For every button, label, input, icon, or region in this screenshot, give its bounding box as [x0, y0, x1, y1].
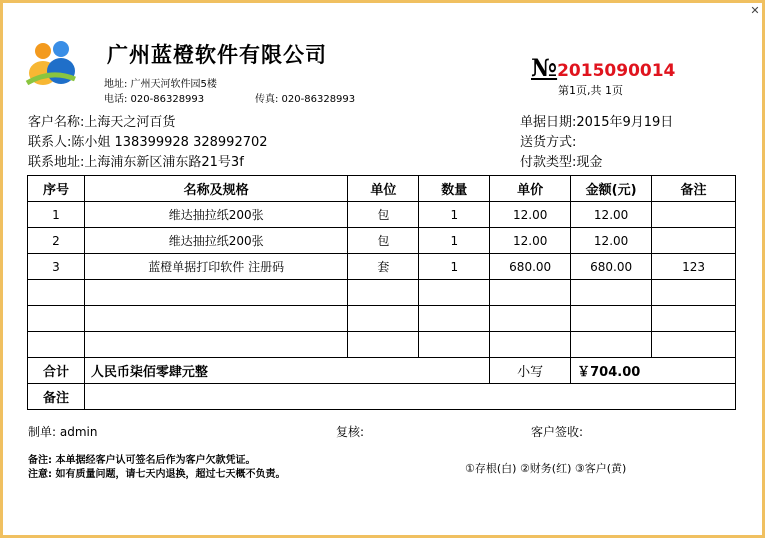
people-logo-icon [23, 39, 79, 87]
customer-sign: 客户签收: [531, 425, 584, 439]
header-name: 名称及规格 [84, 176, 348, 202]
items-table [27, 175, 736, 410]
cell-price [490, 280, 571, 306]
total-row [28, 358, 736, 384]
total-in-words: 人民币柒佰零肆元整 [84, 358, 489, 384]
copy-distribution: ①存根(白) ②财务(红) ③客户(黄) [465, 462, 627, 475]
cell-unit: 包 [348, 202, 419, 228]
cell-price: 12.00 [490, 228, 571, 254]
cell-name [84, 332, 348, 358]
header-qty: 数量 [419, 176, 490, 202]
cell-qty: 1 [419, 228, 490, 254]
table-row [28, 228, 736, 254]
receipt-number [531, 53, 675, 82]
cell-price: 12.00 [490, 202, 571, 228]
cell-unit [348, 280, 419, 306]
cell-remark [652, 306, 736, 332]
cell-qty [419, 280, 490, 306]
cell-name [84, 306, 348, 332]
cell-qty: 1 [419, 254, 490, 280]
delivery-method: 送货方式: [520, 135, 577, 150]
cell-name: 蓝橙单据打印软件 注册码 [84, 254, 348, 280]
cell-amount [571, 306, 652, 332]
cell-index [28, 306, 85, 332]
cell-remark: 123 [652, 254, 736, 280]
remark-value [84, 384, 735, 410]
total-label: 合计 [28, 358, 85, 384]
cell-qty: 1 [419, 202, 490, 228]
remark-row [28, 384, 736, 410]
small-label: 小写 [490, 358, 571, 384]
table-row [28, 280, 736, 306]
cell-unit: 套 [348, 254, 419, 280]
company-fax: 传真: 020-86328993 [255, 94, 356, 105]
table-row [28, 332, 736, 358]
maker: 制单: admin [28, 425, 98, 439]
cell-price [490, 332, 571, 358]
header-unit: 单位 [348, 176, 419, 202]
payment-type: 付款类型:现金 [520, 155, 603, 170]
cell-amount [571, 332, 652, 358]
cell-index: 1 [28, 202, 85, 228]
cell-name: 维达抽拉纸200张 [84, 228, 348, 254]
reviewer: 复核: [336, 425, 365, 439]
cell-price [490, 306, 571, 332]
cell-amount: 12.00 [571, 202, 652, 228]
cell-unit [348, 306, 419, 332]
table-row [28, 254, 736, 280]
cell-index: 3 [28, 254, 85, 280]
remark-label: 备注 [28, 384, 85, 410]
total-amount: ￥704.00 [571, 358, 736, 384]
footer-note: 备注: 本单据经客户认可签名后作为客户欠款凭证。 [28, 455, 256, 466]
close-icon[interactable]: ✕ [750, 4, 760, 17]
page-info: 第1页,共 1页 [558, 84, 623, 97]
cell-index: 2 [28, 228, 85, 254]
cell-remark [652, 202, 736, 228]
cell-qty [419, 332, 490, 358]
receipt-number-value: 2015090014 [557, 61, 676, 81]
cell-remark [652, 228, 736, 254]
cell-unit: 包 [348, 228, 419, 254]
header-price: 单价 [490, 176, 571, 202]
cell-amount [571, 280, 652, 306]
cell-price: 680.00 [490, 254, 571, 280]
cell-qty [419, 306, 490, 332]
number-symbol: № [531, 53, 558, 82]
table-row [28, 306, 736, 332]
footer-warning: 注意: 如有质量问题，请七天内退换，超过七天概不负责。 [28, 469, 286, 480]
order-date: 单据日期:2015年9月19日 [520, 115, 674, 130]
customer-contact: 联系人:陈小姐 138399928 328992702 [28, 135, 268, 150]
table-header-row [28, 176, 736, 202]
company-name: 广州蓝橙软件有限公司 [107, 42, 327, 67]
company-address: 地址: 广州天河软件园5楼 [104, 79, 217, 90]
cell-amount: 680.00 [571, 254, 652, 280]
cell-name [84, 280, 348, 306]
header-amount: 金额(元) [571, 176, 652, 202]
cell-remark [652, 280, 736, 306]
customer-address: 联系地址:上海浦东新区浦东路21号3f [28, 155, 244, 170]
cell-index [28, 280, 85, 306]
cell-index [28, 332, 85, 358]
cell-amount: 12.00 [571, 228, 652, 254]
header-index: 序号 [28, 176, 85, 202]
company-phone: 电话: 020-86328993 [104, 94, 205, 105]
cell-remark [652, 332, 736, 358]
header-remark: 备注 [652, 176, 736, 202]
cell-unit [348, 332, 419, 358]
table-row [28, 202, 736, 228]
cell-name: 维达抽拉纸200张 [84, 202, 348, 228]
customer-name: 客户名称:上海天之河百货 [28, 115, 176, 130]
